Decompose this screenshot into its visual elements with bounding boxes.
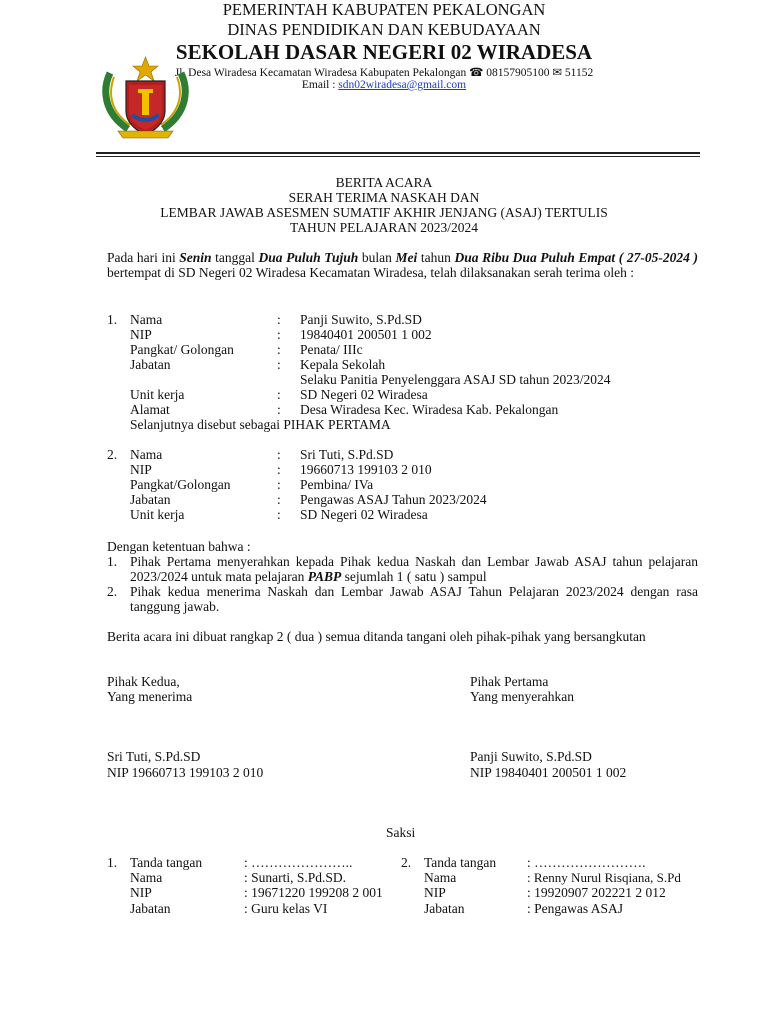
school-name: SEKOLAH DASAR NEGERI 02 WIRADESA [175,40,593,64]
witness1-number: 1. [107,855,118,870]
party1-row [107,342,707,357]
party1-row [107,387,707,402]
doc-title-line1: BERITA ACARA [335,175,433,190]
party2-row [107,492,707,507]
terms-intro: Dengan ketentuan bahwa : [107,539,251,554]
party1-row [107,402,707,417]
party2-row [107,462,707,477]
party2-field-label: NIP [130,462,152,477]
sign-right-nip: NIP 19840401 200501 1 002 [470,765,627,780]
party1-designation: Selanjutnya disebut sebagai PIHAK PERTAMA [130,417,391,432]
month: Mei [395,250,418,265]
witness2-number: 2. [401,855,412,870]
party1-field-value: Selaku Panitia Penyelenggara ASAJ SD tahun 2023/2024 [300,372,611,387]
party1-field-value: SD Negeri 02 Wiradesa [300,387,428,402]
term-item-1: 1. Pihak Pertama menyerahkan kepada Pihak kedua Naskah dan Lembar Jawab ASAJ tahun pelajaran 2023/2024 untuk mata pelajaran PABP sejumlah 1 ( satu ) sampul [107,554,698,584]
witness2-sign-label: Tanda tangan [424,855,497,870]
party2-field-value: 19660713 199103 2 010 [300,462,432,477]
witness2-nip-value: : 19920907 202221 2 012 [527,885,666,900]
witness2-name-value: : Renny Nurul Risqiana, S.Pd [527,870,681,885]
regency-emblem-logo [98,55,193,140]
sign-right-sub: Yang menyerahkan [470,689,574,704]
party1-field-value: Penata/ IIIc [300,342,363,357]
letterhead-divider-thin [96,156,700,157]
party2-field-colon: : [277,477,281,492]
party1-field-label: Nama [130,312,163,327]
witness2-nip-label: NIP [424,885,446,900]
government-name: PEMERINTAH KABUPATEN PEKALONGAN [222,0,546,19]
party1-field-colon: : [277,312,281,327]
witness2-job-label: Jabatan [424,901,465,916]
sign-right-name: Panji Suwito, S.Pd.SD [470,749,592,764]
sign-left-nip: NIP 19660713 199103 2 010 [107,765,264,780]
party1-field-value: 19840401 200501 1 002 [300,327,432,342]
party2-field-value: SD Negeri 02 Wiradesa [300,507,428,522]
party2-field-colon: : [277,447,281,462]
doc-title-line3: LEMBAR JAWAB ASESMEN SUMATIF AKHIR JENJANG (ASAJ) TERTULIS [160,205,608,220]
witness2-sign-value: : ……………………. [527,855,646,870]
day: Senin [179,250,212,265]
party1-number: 1. [107,312,118,327]
sign-left-sub: Yang menerima [107,689,193,704]
department-name: DINAS PENDIDIKAN DAN KEBUDAYAAN [227,20,541,39]
witness1-sign-label: Tanda tangan [130,855,203,870]
party1-field-label: NIP [130,327,152,342]
party1-field-label: Jabatan [130,357,171,372]
party1-field-label: Unit kerja [130,387,185,402]
party2-field-label: Pangkat/Golongan [130,477,231,492]
witness1-job-label: Jabatan [130,901,171,916]
party1-row [107,327,707,342]
party1-field-colon: : [277,342,281,357]
school-address: Jl. Desa Wiradesa Kecamatan Wiradesa Kabupaten Pekalongan ☎ 08157905100 ✉ 51152 [174,67,594,79]
doc-title-line2: SERAH TERIMA NASKAH DAN [288,190,480,205]
opening-paragraph: Pada hari ini Senin tanggal Dua Puluh Tujuh bulan Mei tahun Dua Ribu Dua Puluh Empat ( 27-05-2024 ) bertempat di SD Negeri 02 Wiradesa Kecamatan Wiradesa, telah dilaksanakan serah terima oleh : [107,250,698,280]
party2-field-label: Nama [130,447,163,462]
party2-field-colon: : [277,462,281,477]
witness1-nip-label: NIP [130,885,152,900]
term-item-2: 2. Pihak kedua menerima Naskah dan Lembar Jawab ASAJ Tahun Pelajaran 2023/2024 dengan rasa tanggung jawab. [107,584,698,614]
party2-field-value: Sri Tuti, S.Pd.SD [300,447,394,462]
term-1-number: 1. [107,554,118,569]
party1-field-colon: : [277,402,281,417]
doc-title-line4: TAHUN PELAJARAN 2023/2024 [290,220,478,235]
party1-row [107,357,707,372]
party1-field-value: Panji Suwito, S.Pd.SD [300,312,422,327]
party1-field-colon: : [277,327,281,342]
term-2-number: 2. [107,584,118,599]
witness1-name-label: Nama [130,870,163,885]
party2-row [107,447,707,462]
party1-field-value: Desa Wiradesa Kec. Wiradesa Kab. Pekalongan [300,402,559,417]
party1-field-label: Pangkat/ Golongan [130,342,234,357]
party2-number: 2. [107,447,118,462]
sign-right-role: Pihak Pertama [470,674,549,689]
witness2-job-value: : Pengawas ASAJ [527,901,624,916]
party2-field-colon: : [277,492,281,507]
date-numeric: ( 27-05-2024 ) [618,250,698,265]
date-words: Dua Puluh Tujuh [258,250,359,265]
witness1-name-value: : Sunarti, S.Pd.SD. [244,870,347,885]
email-label: Email : [301,79,339,91]
witness1-nip-value: : 19671220 199208 2 001 [244,885,383,900]
letterhead-divider-thick [96,152,700,154]
closing-paragraph: Berita acara ini dibuat rangkap 2 ( dua ) semua ditanda tangani oleh pihak-pihak yang bersangkutan [107,629,646,644]
party1-field-value: Kepala Sekolah [300,357,386,372]
witness1-sign-value: : ………………….. [244,855,353,870]
party1-field-colon: : [277,357,281,372]
party2-row [107,477,707,492]
witness1-job-value: : Guru kelas VI [244,901,328,916]
party1-row [107,312,707,327]
party2-field-colon: : [277,507,281,522]
witness-title: Saksi [386,825,416,840]
year-words: Dua Ribu Dua Puluh Empat [454,250,616,265]
party2-field-value: Pembina/ IVa [300,477,374,492]
email-link[interactable]: sdn02wiradesa@gmail.com [338,79,467,91]
witness2-name-label: Nama [424,870,457,885]
party1-field-label: Alamat [130,402,170,417]
party1-row [107,372,707,387]
subject: PABP [307,569,342,584]
party2-row [107,507,707,522]
party2-field-label: Jabatan [130,492,171,507]
sign-left-role: Pihak Kedua, [107,674,180,689]
party2-field-label: Unit kerja [130,507,185,522]
party2-field-value: Pengawas ASAJ Tahun 2023/2024 [300,492,487,507]
party1-field-colon: : [277,387,281,402]
sign-left-name: Sri Tuti, S.Pd.SD [107,749,201,764]
